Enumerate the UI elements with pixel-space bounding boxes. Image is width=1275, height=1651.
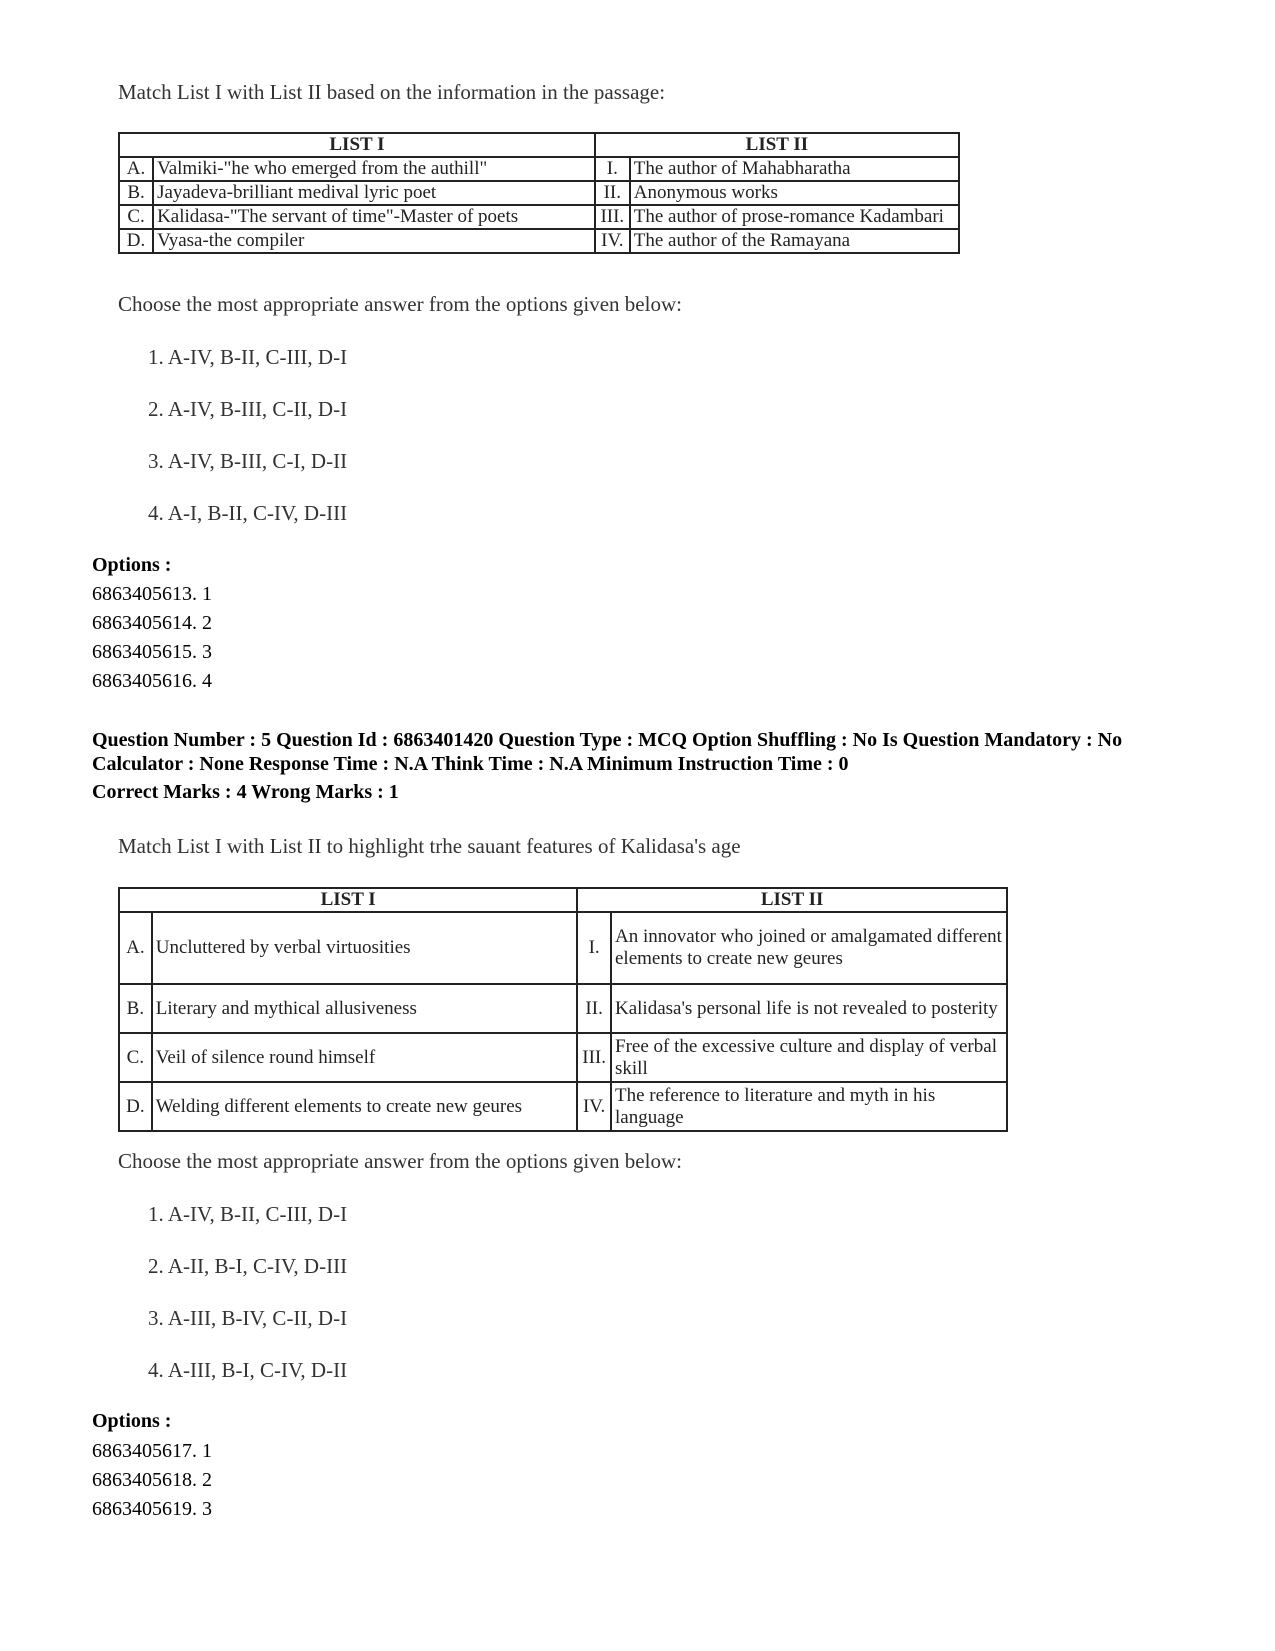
list1-header: LIST I <box>119 888 577 912</box>
row-key: A. <box>119 912 152 984</box>
row-key: D. <box>119 1082 152 1131</box>
table-row <box>119 1033 1007 1082</box>
option-item: 6863405617. 1 <box>92 1440 212 1462</box>
answer-choice: 4. A-I, B-II, C-IV, D-III <box>148 501 348 525</box>
list2-item: The author of the Ramayana <box>630 229 959 253</box>
row-roman: II. <box>595 181 630 205</box>
list1-item: Jayadeva-brilliant medival lyric poet <box>153 181 595 205</box>
row-key: B. <box>119 181 153 205</box>
list2-item: The author of prose-romance Kadambari <box>630 205 959 229</box>
question-meta: Question Number : 5 Question Id : 6863401420 Question Type : MCQ Option Shuffling : No Is Question Mandatory : No <box>92 729 1123 751</box>
answer-choice: 1. A-IV, B-II, C-III, D-I <box>148 1202 348 1226</box>
answer-choice: 2. A-II, B-I, C-IV, D-III <box>148 1254 348 1278</box>
options-label: Options : <box>92 554 172 576</box>
row-key: C. <box>119 205 153 229</box>
table-row <box>119 157 959 181</box>
option-item: 6863405614. 2 <box>92 612 212 634</box>
question-prompt: Match List I with List II based on the information in the passage: <box>118 80 666 104</box>
option-item: 6863405619. 3 <box>92 1498 212 1520</box>
match-table <box>118 132 960 254</box>
question-prompt: Match List I with List II to highlight trhe sauant features of Kalidasa's age <box>118 834 741 858</box>
row-roman: IV. <box>595 229 630 253</box>
table-row <box>119 912 1007 984</box>
list2-item: The author of Mahabharatha <box>630 157 959 181</box>
answer-choice: 4. A-III, B-I, C-IV, D-II <box>148 1358 348 1382</box>
option-item: 6863405618. 2 <box>92 1469 212 1491</box>
options-label: Options : <box>92 1410 172 1432</box>
option-item: 6863405613. 1 <box>92 583 212 605</box>
table-row <box>119 1082 1007 1131</box>
list1-item: Valmiki-"he who emerged from the authill" <box>153 157 595 181</box>
table-header-row <box>119 888 1007 912</box>
list1-item: Literary and mythical allusiveness <box>152 984 578 1033</box>
choose-instruction: Choose the most appropriate answer from the options given below: <box>118 1149 682 1173</box>
match-table <box>118 887 1008 1132</box>
list2-item: Kalidasa's personal life is not revealed to posterity <box>611 984 1007 1033</box>
table-header-row <box>119 133 959 157</box>
row-roman: IV. <box>577 1082 611 1131</box>
row-key: D. <box>119 229 153 253</box>
row-roman: III. <box>595 205 630 229</box>
answer-choice: 2. A-IV, B-III, C-II, D-I <box>148 397 348 421</box>
table-row <box>119 984 1007 1033</box>
choose-instruction: Choose the most appropriate answer from the options given below: <box>118 292 682 316</box>
list2-item: The reference to literature and myth in his language <box>611 1082 1007 1131</box>
option-item: 6863405615. 3 <box>92 641 212 663</box>
row-roman: III. <box>577 1033 611 1082</box>
list1-item: Uncluttered by verbal virtuosities <box>152 912 578 984</box>
row-key: B. <box>119 984 152 1033</box>
row-roman: I. <box>577 912 611 984</box>
answer-choice: 1. A-IV, B-II, C-III, D-I <box>148 345 348 369</box>
row-key: C. <box>119 1033 152 1082</box>
table-row <box>119 205 959 229</box>
list1-item: Welding different elements to create new geures <box>152 1082 578 1131</box>
list1-item: Vyasa-the compiler <box>153 229 595 253</box>
row-key: A. <box>119 157 153 181</box>
question-marks: Correct Marks : 4 Wrong Marks : 1 <box>92 781 399 803</box>
row-roman: I. <box>595 157 630 181</box>
list2-header: LIST II <box>577 888 1007 912</box>
row-roman: II. <box>577 984 611 1033</box>
list1-header: LIST I <box>119 133 595 157</box>
list1-item: Veil of silence round himself <box>152 1033 578 1082</box>
list1-item: Kalidasa-"The servant of time"-Master of poets <box>153 205 595 229</box>
list2-item: Anonymous works <box>630 181 959 205</box>
list2-item: Free of the excessive culture and display of verbal skill <box>611 1033 1007 1082</box>
list2-header: LIST II <box>595 133 959 157</box>
answer-choice: 3. A-IV, B-III, C-I, D-II <box>148 449 348 473</box>
question-meta: Calculator : None Response Time : N.A Think Time : N.A Minimum Instruction Time : 0 <box>92 753 849 775</box>
answer-choice: 3. A-III, B-IV, C-II, D-I <box>148 1306 348 1330</box>
option-item: 6863405616. 4 <box>92 670 212 692</box>
table-row <box>119 181 959 205</box>
list2-item: An innovator who joined or amalgamated different elements to create new geures <box>611 912 1007 984</box>
table-row <box>119 229 959 253</box>
